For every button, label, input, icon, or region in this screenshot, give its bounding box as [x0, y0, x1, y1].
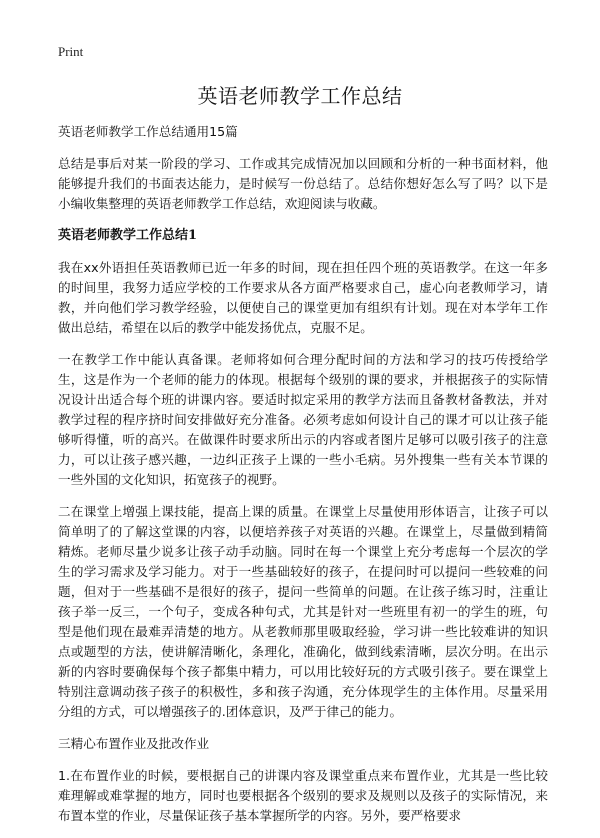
document-title: 英语老师教学工作总结	[197, 84, 403, 108]
section-heading-1: 英语老师教学工作总结1	[58, 228, 198, 243]
paragraph-1: 我在xx外语担任英语教师已近一年多的时间，现在担任四个班的英语教学。在这一年多的时间里，我努力适应学校的工作要求从各方面严格要求自己，虚心向老教师学习，请教，并向他们学习教学经验，以便使自己的课堂更加有组织有计划。现在对本学年工作做出总结，希望在以后的教学中能发扬优点，克服不足。	[58, 260, 548, 335]
paragraph-2: 一在教学工作中能认真备课。老师将如何合理分配时间的方法和学习的技巧传授给学生，这是作为一个老师的能力的体现。根据每个级别的课的要求，并根据孩子的实际情况设计出适合每个班的讲课内容。要适时拟定采用的教学方法而且备教材备教法，并对教学过程的程序挤时间安排做好充分准备。必须考虑如何设计自己的课才可以让孩子能够听得懂，听的高兴。在做课件时要求所出示的内容或者图片足够可以吸引孩子的注意力，可以让孩子感兴趣，一边纠正孩子上课的一些小毛病。另外搜集一些有关本节课的一些外国的文化知识，拓宽孩子的视野。	[58, 352, 548, 487]
paragraph-4: 1.在布置作业的时候，要根据自己的讲课内容及课堂重点来布置作业，尤其是一些比较难理解或难掌握的地方，同时也要根据各个级别的要求及规则以及孩子的实际情况，来布置本堂的作业，尽量保证孩子基本掌握所学的内容。另外，要严格要求	[58, 768, 548, 823]
intro-paragraph: 总结是事后对某一阶段的学习、工作或其完成情况加以回顾和分析的一种书面材料，他能够提升我们的书面表达能力，是时候写一份总结了。总结你想好怎么写了吗？以下是小编收集整理的英语老师教学工作总结，欢迎阅读与收藏。	[58, 156, 548, 211]
document-body	[58, 122, 548, 838]
paragraph-3: 二在课堂上增强上课技能，提高上课的质量。在课堂上尽量使用形体语言，让孩子可以简单明了的了解这堂课的内容，以便培养孩子对英语的兴趣。在课堂上，尽量做到精简精炼。老师尽量少说多让孩子动手动脑。同时在每一个课堂上充分考虑每一个层次的学生的学习需求及学习能力。对于一些基础较好的孩子，在提问时可以提问一些较难的问题，但对于一些基础不是很好的孩子，提问一些简单的问题。在让孩子练习时，注重让孩子举一反三，一个句子，变成各种句式，尤其是针对一些班里有初一的学生的班，句型是他们现在最难弄清楚的地方。从老教师那里吸取经验，学习讲一些比较难讲的知识点或题型的方法，使讲解清晰化，条理化，准确化，做到线索清晰，层次分明。在出示新的内容时要确保每个孩子都集中精力，可以用比较好玩的方式吸引孩子。要在课堂上特别注意调动孩子孩子的积极性，多和孩子沟通，充分体现学生的主体作用。尽量采用分组的方式，可以增强孩子的.团体意识，及严于律己的能力。	[58, 504, 548, 719]
document-subtitle: 英语老师教学工作总结通用15篇	[58, 124, 238, 139]
section-heading-3: 三精心布置作业及批改作业	[58, 736, 210, 751]
print-link[interactable]: Print	[58, 44, 84, 59]
